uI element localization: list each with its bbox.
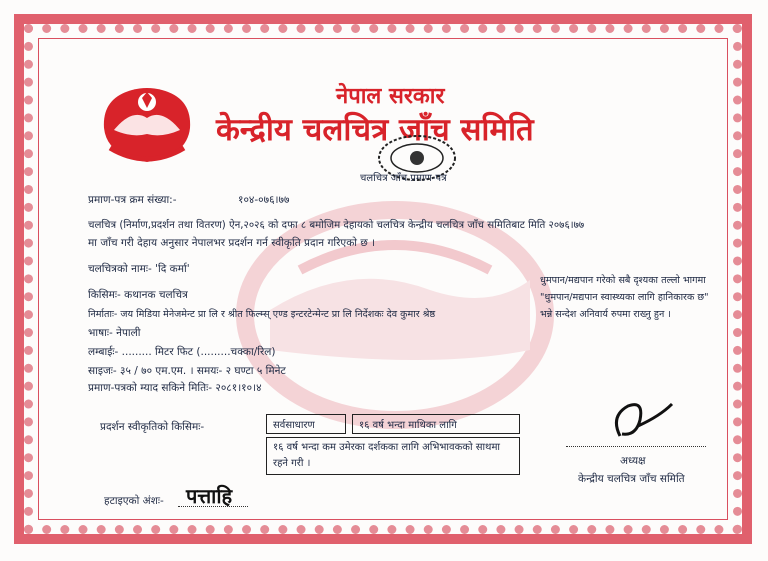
producer-director: निर्माताः- जय मिडिया मेनेजमेन्ट प्रा लि र श्रीत फिल्म्स् एण्ड इन्टरटेन्मेन्ट प्रा लि निर्देशकः देव कुमार श्रेष्ठ <box>88 309 436 320</box>
validity-date: प्रमाण-पत्रको म्याद सकिने मितिः- २०८१।१०।४ <box>88 382 262 394</box>
certificate-type: चलचित्र जाँच प्रमाण-पत्र <box>360 173 447 184</box>
cuts-handwritten: पत्ताहि <box>186 484 233 508</box>
genre: किसिमः- कथानक चलचित्र <box>88 289 188 301</box>
government-title: नेपाल सरकार <box>336 84 445 109</box>
intro-line-2: मा जाँच गरी देहाय अनुसार नेपालभर प्रदर्शन गर्न स्वीकृति प्रदान गरिएको छ । <box>88 237 376 249</box>
serial-value: १०४-०७६।७७ <box>238 194 290 206</box>
signature-line <box>566 446 706 447</box>
cuts-label: हटाइएको अंशः- <box>104 495 164 507</box>
chair-organization: केन्द्रीय चलचित्र जाँच समिति <box>578 473 685 485</box>
smoking-warning: धुमपान/मद्यपान गरेको सबै दृश्यका तल्लो भागमा "धुमपान/मद्यपान स्वास्थ्यका लागि हानिकारक छ" भन्ने सन्देश अनिवार्य रुपमा राख्नु हुन । <box>540 275 709 320</box>
film-name: चलचित्रको नामः- 'दि कर्मा' <box>88 263 190 275</box>
serial-label: प्रमाण-पत्र क्रम संख्या:- <box>88 194 177 206</box>
approval-age-box: १६ वर्ष भन्दा माथिका लागि <box>352 414 520 434</box>
guardian-note-box: १६ वर्ष भन्दा कम उमेरका दर्शकका लागि अभिभावकको साथमा रहने गरी । <box>266 437 520 475</box>
language: भाषाः- नेपाली <box>88 327 141 339</box>
length: लम्बाईः- ......... मिटर फिट (.........चक्का/रिल) <box>88 346 276 358</box>
size-duration: साइजः- ३५ / ७० एम.एम. । समयः- २ घण्टा ५ मिनेट <box>88 365 286 377</box>
intro-line-1: चलचित्र (निर्माण,प्रदर्शन तथा वितरण) ऐन,२०२६ को दफा ८ बमोजिम देहायको चलचित्र केन्द्रीय चलचित्र जाँच समितिबाट मिति २०७६।७७ <box>88 220 585 231</box>
board-title: केन्द्रीय चलचित्र जाँच समिति <box>216 112 534 148</box>
chair-signature <box>600 396 680 448</box>
approval-type-label: प्रदर्शन स्वीकृतिको किसिमः- <box>100 421 205 433</box>
nepal-emblem <box>92 78 202 168</box>
chair-title: अध्यक्ष <box>620 455 646 467</box>
approval-general-box: सर्वसाधारण <box>266 414 346 434</box>
